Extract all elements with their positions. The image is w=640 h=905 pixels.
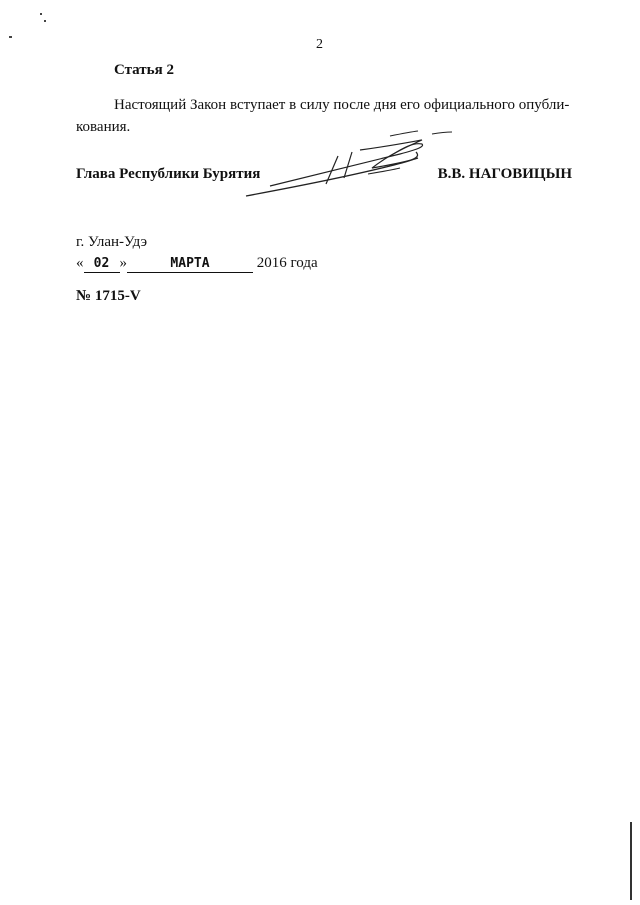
article-heading: Статья 2 [114, 62, 174, 78]
date-month: МАРТА [127, 256, 253, 273]
scan-speck [44, 20, 46, 22]
page-number: 2 [316, 37, 323, 52]
signature-block [76, 166, 578, 188]
law-number: № 1715-V [76, 288, 141, 304]
signatory-name: В.В. НАГОВИЦЫН [437, 166, 572, 182]
date-day: 02 [84, 256, 120, 273]
handwritten-signature [240, 120, 470, 200]
date-year: 2016 года [256, 255, 318, 271]
scan-speck [9, 36, 12, 38]
date-open-quote: « [76, 255, 84, 271]
signatory-title: Глава Республики Бурятия [76, 166, 261, 182]
place-of-signing: г. Улан-Удэ [76, 234, 148, 250]
scan-speck [40, 13, 42, 15]
scan-edge-line [630, 822, 632, 900]
article-text: Настоящий Закон вступает в силу после дня его официального опубликования. [76, 97, 570, 135]
date-close-quote: » [119, 255, 127, 271]
date-line [76, 255, 318, 273]
